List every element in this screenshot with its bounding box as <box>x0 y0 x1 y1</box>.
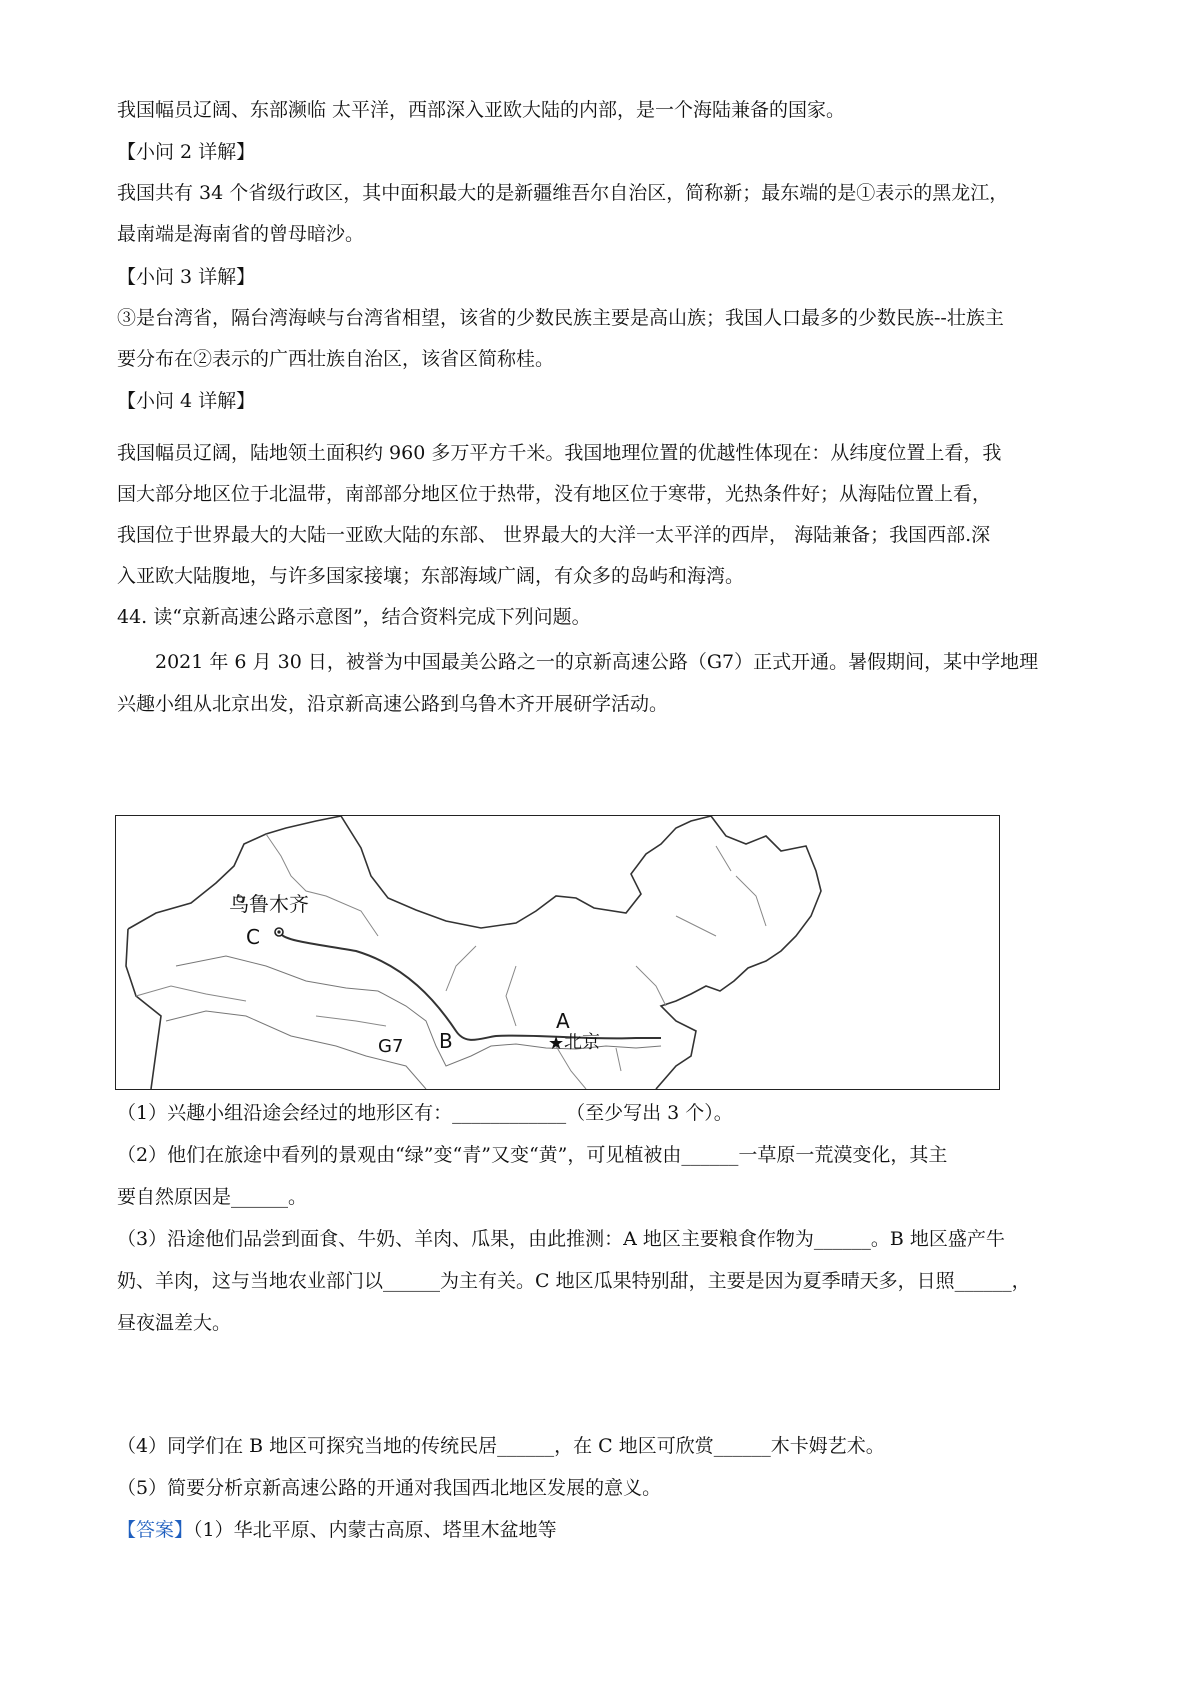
text-line: 国大部分地区位于北温带，南部部分地区位于热带，没有地区位于寒带，光热条件好；从海陆位置上看， <box>117 483 992 505</box>
sub-question-4: （4）同学们在 B 地区可探究当地的传统民居______，在 C 地区可欣赏______木卡姆艺术。 <box>117 1435 885 1457</box>
sub-question-1: （1）兴趣小组沿途会经过的地形区有：____________（至少写出 3 个）。 <box>117 1102 733 1124</box>
sub-question-3-cont: 昼夜温差大。 <box>117 1312 232 1334</box>
text-line: ③是台湾省，隔台湾海峡与台湾省相望，该省的少数民族主要是高山族；我国人口最多的少数民族--壮族主 <box>117 307 1004 329</box>
text-line: 我国幅员辽阔、东部濒临 太平洋，西部深入亚欧大陆的内部，是一个海陆兼备的国家。 <box>117 99 846 121</box>
label-urumqi: 乌鲁木齐 <box>229 892 309 916</box>
beijing-star-icon: ★ <box>548 1033 565 1054</box>
question-44: 44. 读“京新高速公路示意图”，结合资料完成下列问题。 <box>117 606 591 628</box>
expressway-map <box>115 815 1000 1090</box>
label-b: B <box>439 1029 453 1053</box>
sub-question-2-cont: 要自然原因是______。 <box>117 1186 308 1208</box>
sub-question-heading: 【小问 2 详解】 <box>117 141 256 163</box>
label-a: A <box>556 1009 570 1033</box>
material-paragraph: 兴趣小组从北京出发，沿京新高速公路到乌鲁木齐开展研学活动。 <box>117 693 669 715</box>
sub-question-3: （3）沿途他们品尝到面食、牛奶、羊肉、瓜果，由此推测：A 地区主要粮食作物为______。B 地区盛产牛 <box>117 1228 1005 1250</box>
sub-question-heading: 【小问 4 详解】 <box>117 390 256 412</box>
label-c: C <box>246 925 260 949</box>
answer-tag: 【答案】 <box>117 1519 194 1541</box>
sub-question-2: （2）他们在旅途中看列的景观由“绿”变“青”又变“黄”，可见植被由______一草原一荒漠变化，其主 <box>117 1144 948 1166</box>
answer-text: （1）华北平原、内蒙古高原、塔里木盆地等 <box>193 1519 557 1541</box>
sub-question-3-cont: 奶、羊肉，这与当地农业部门以______为主有关。C 地区瓜果特别甜，主要是因为夏季晴天多，日照______， <box>117 1270 1031 1292</box>
text-line: 我国共有 34 个省级行政区，其中面积最大的是新疆维吾尔自治区，简称新；最东端的是①表示的黑龙江， <box>117 182 1009 204</box>
label-beijing: 北京 <box>564 1032 600 1053</box>
answer-line <box>117 1518 557 1542</box>
label-g7: G7 <box>378 1036 404 1057</box>
sub-question-5: （5）简要分析京新高速公路的开通对我国西北地区发展的意义。 <box>117 1477 662 1499</box>
text-line: 要分布在②表示的广西壮族自治区，该省区简称桂。 <box>117 348 555 370</box>
text-line: 我国幅员辽阔，陆地领土面积约 960 多万平方千米。我国地理位置的优越性体现在：从纬度位置上看，我 <box>117 442 1002 464</box>
material-paragraph: 2021 年 6 月 30 日，被誉为中国最美公路之一的京新高速公路（G7）正式开通。暑假期间，某中学地理 <box>155 651 1039 673</box>
country-outline <box>126 816 821 1089</box>
sub-question-heading: 【小问 3 详解】 <box>117 266 256 288</box>
text-line: 最南端是海南省的曾母暗沙。 <box>117 223 365 245</box>
text-line: 入亚欧大陆腹地，与许多国家接壤；东部海域广阔，有众多的岛屿和海湾。 <box>117 565 745 587</box>
text-line: 我国位于世界最大的大陆一亚欧大陆的东部、 世界最大的大洋一太平洋的西岸， 海陆兼备；我国西部.深 <box>117 524 991 546</box>
